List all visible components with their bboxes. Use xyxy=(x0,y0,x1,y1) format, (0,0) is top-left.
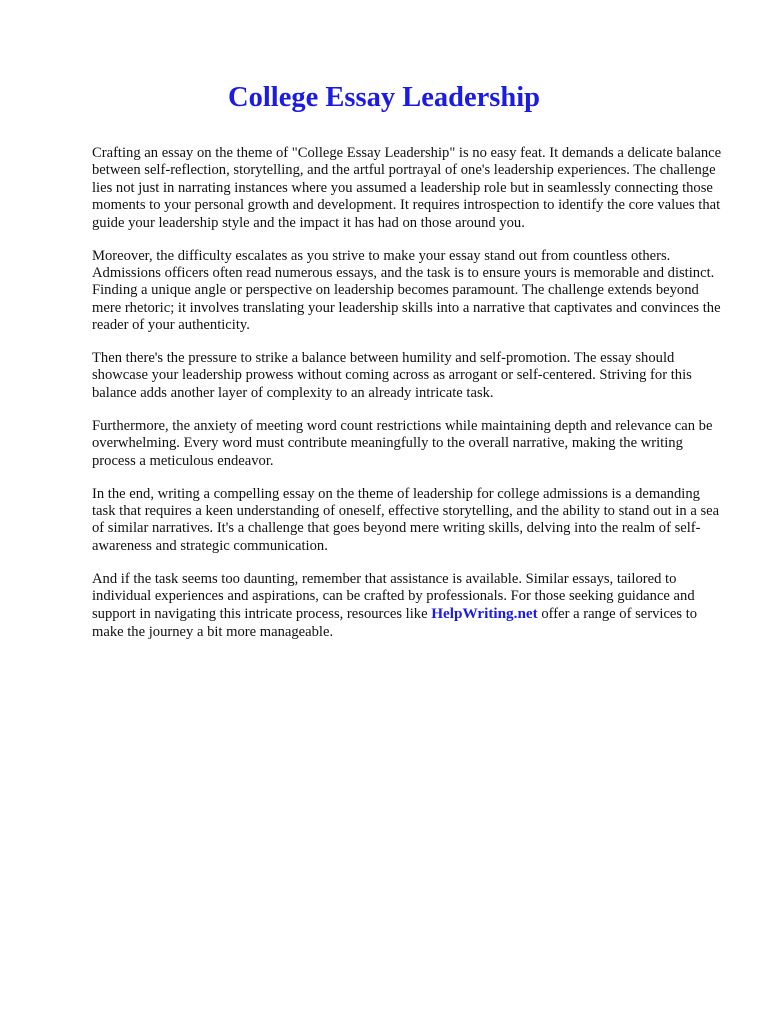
paragraph-6-text-before-link: And if the task seems too daunting, remember that assistance is available. Similar essays, tailored to individual experiences and aspirations, can be crafted by professionals. For those seeking guidance and support in navigating this intricate process, resources like xyxy=(92,570,695,623)
paragraph-2: Moreover, the difficulty escalates as you strive to make your essay stand out from countless others. Admissions officers often read numerous essays, and the task is to ensure yours is memorable and distinct. Finding a unique angle or perspective on leadership becomes paramount. The challenge extends beyond mere rhetoric; it involves translating your leadership skills into a narrative that captivates and convinces the reader of your authenticity. xyxy=(92,247,721,334)
paragraph-1: Crafting an essay on the theme of "College Essay Leadership" is no easy feat. It demands a delicate balance between self-reflection, storytelling, and the artful portrayal of one's leadership experiences. The challenge lies not just in narrating instances where you assumed a leadership role but in seamlessly connecting those moments to your personal growth and development. It requires introspection to identify the core values that guide your leadership style and the impact it has had on those around you. xyxy=(92,145,722,231)
paragraph-3: Then there's the pressure to strike a balance between humility and self-promotion. The essay should showcase your leadership prowess without coming across as arrogant or self-centered. Striving for this balance adds another layer of complexity to an already intricate task. xyxy=(92,350,692,401)
paragraph-4: Furthermore, the anxiety of meeting word count restrictions while maintaining depth and relevance can be overwhelming. Every word must contribute meaningfully to the overall narrative, making the writing process a meticulous endeavor. xyxy=(92,417,713,469)
paragraph-6-text-after-link: offer a range of services to make the journey a bit more manageable. xyxy=(92,606,698,640)
helpwriting-link[interactable]: HelpWriting.net xyxy=(431,605,538,623)
page-title: College Essay Leadership xyxy=(228,82,540,113)
paragraph-5: In the end, writing a compelling essay on the theme of leadership for college admissions is a demanding task that requires a keen understanding of oneself, effective storytelling, and the ability to stand out in a sea of similar narratives. It's a challenge that goes beyond mere writing skills, delving into the realm of self-awareness and strategic communication. xyxy=(92,485,720,554)
paragraph-6 xyxy=(92,571,724,642)
essay-body xyxy=(92,145,724,657)
